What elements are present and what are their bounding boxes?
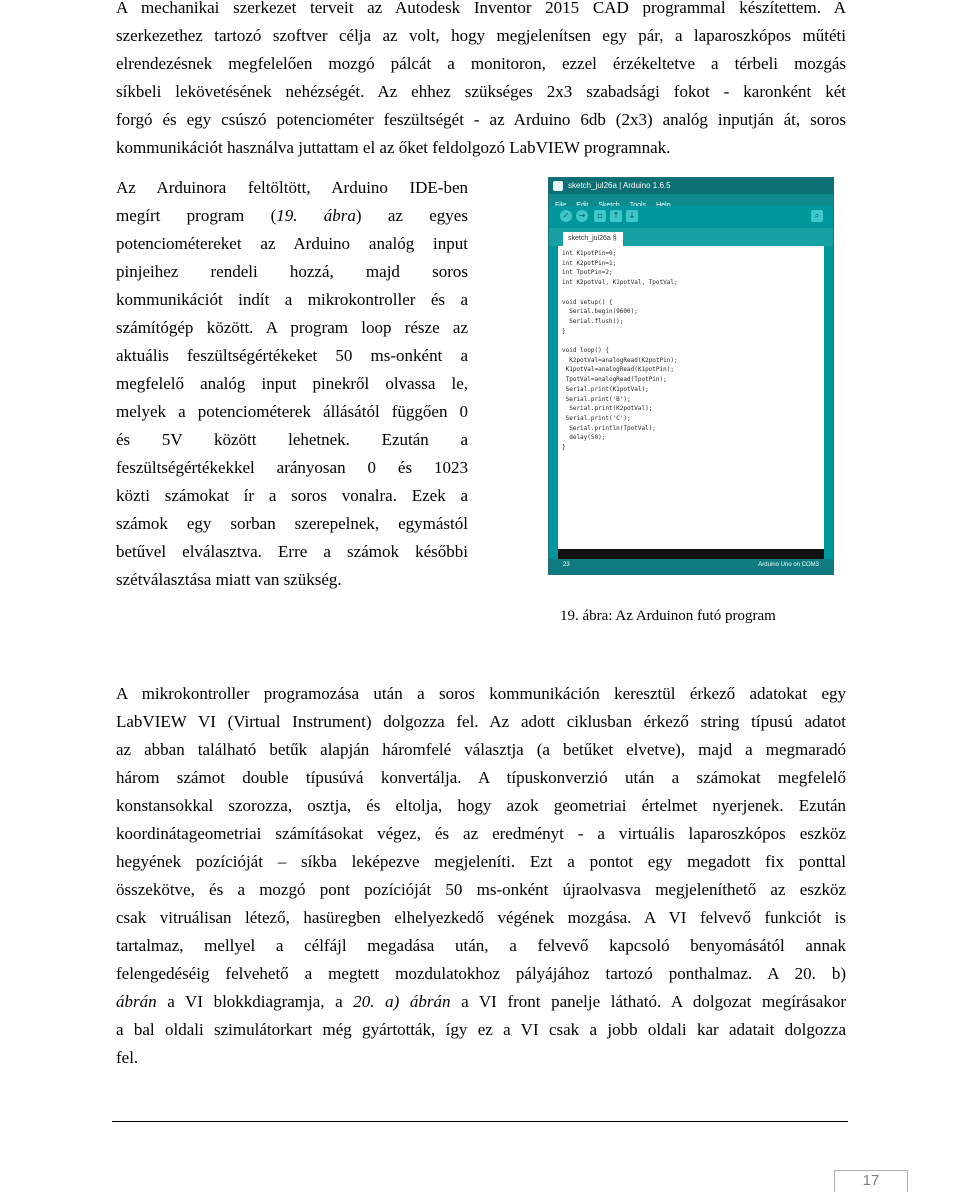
text-line: kommunikációt indít a mikrokontroller és a [116, 290, 468, 309]
text-line: felengedéséig felvehető a megtett mozdulatokhoz pályájához tartozó ponthalmaz. A 20. b) [116, 964, 846, 983]
text-line: síkbeli lekövetésének nehézségét. Az ehhez szükséges 2x3 szabadsági fokot - karonként két [116, 82, 846, 101]
text-line: betűvel elválasztva. Erre a számok későbbi [116, 542, 468, 561]
status-bar [549, 559, 833, 574]
sketch-code: int K1potPin=0; int K2potPin=1; int TpotPin=2; int K2potVal, K1potVal, TpotVal; void setup() { Serial.begin(9600); Serial.flush(); } void loop() { K2potVal=analogRead(K2potPin); K1potVal=analogRead(K1potPin); TpotVal=analogRead(TpotPin); Serial.print(K1potVal); Serial.print('B'); Serial.print(K2potVal); Serial.print('C'); Serial.println(TpotVal); delay(50); } [562, 250, 678, 452]
text-line: elrendezésnek megfelelően mozgó pálcát a monitoron, ezzel érzékeltetve a térbeli mozgás [116, 54, 846, 73]
line-number: 23 [563, 562, 570, 568]
tab-bar [549, 228, 833, 246]
window-titlebar [549, 178, 833, 194]
text-line: pinjeihez rendeli hozzá, majd soros [116, 262, 468, 281]
text-line: az abban található betűk alapján háromfelé választja (a betűket elvetve), majd a megmaradó [116, 740, 846, 759]
text-line: tartalmaz, mellyel a célfájl megadása után, a felvevő kapcsoló benyomásától annak [116, 936, 846, 955]
arduino-ide-screenshot [548, 177, 834, 575]
text-line: csak vitruálisan létező, hasüregben elhelyezkedő végének mozgása. A VI felvevő funkciót is [116, 908, 846, 927]
text-line: A mechanikai szerkezet terveit az Autodesk Inventor 2015 CAD programmal készítettem. A [116, 0, 846, 17]
console-area [558, 549, 824, 559]
text-line: összekötve, és a mozgó pont pozícióját 50 ms-onként újraolvasva megjeleníthető az eszköz [116, 880, 846, 899]
upload-icon[interactable]: → [576, 210, 588, 222]
text-line: A mikrokontroller programozása után a soros kommunikáción keresztül érkező adatokat egy [116, 684, 846, 703]
text-line: feszültségértékekkel arányosan 0 és 1023 [116, 458, 468, 477]
text-segment: a VI blokkdiagramja, a [156, 992, 354, 1011]
footer-rule [112, 1121, 848, 1122]
text-line: szétválasztása miatt van szükség. [116, 570, 342, 589]
figure-caption: 19. ábra: Az Arduinon futó program [560, 608, 776, 624]
text-line [116, 988, 846, 1016]
text-line: melyek a potenciométerek állásától függően 0 [116, 402, 468, 421]
text-line: számok egy sorban szerepelnek, egymástól [116, 514, 468, 533]
figure-reference: 20. a) ábrán [353, 992, 451, 1011]
text-line: a bal oldali szimulátorkart még gyártották, így ez a VI csak a jobb oldali kar adatait dolgozza [116, 1020, 846, 1039]
text-line: megfelelő analóg input pinekről olvassa le, [116, 374, 468, 393]
text-line: forgó és egy csúszó potenciométer feszültségét - az Arduino 6db (2x3) analóg inputján át, soros [116, 110, 846, 129]
text-line: aktuális feszültségértékeket 50 ms-onként a [116, 346, 468, 365]
text-line: számítógép között. A program loop része az [116, 318, 468, 337]
page-number: 17 [862, 1172, 880, 1189]
arduino-paragraph [116, 174, 468, 594]
text-line: közti számokat ír a soros vonalra. Ezek a [116, 486, 468, 505]
text-line: fel. [116, 1048, 139, 1067]
text-line [116, 202, 468, 230]
text-line: koordinátageometriai számításokat végez, és az eredményt - a virtuális laparoszkópos eszköz [116, 824, 846, 843]
text-segment: a VI front panelje látható. A dolgozat megírásakor [450, 992, 846, 1011]
serial-monitor-icon[interactable]: ⌕ [811, 210, 823, 222]
text-line: Az Arduinora feltöltött, Arduino IDE-ben [116, 178, 468, 197]
text-line: három számot double típusúvá konvertálja. A típuskonverzió után a számokat megfelelő [116, 768, 846, 787]
arduino-app-icon [553, 181, 563, 191]
menu-bar [549, 194, 833, 206]
code-editor[interactable] [558, 246, 824, 549]
text-segment: megírt program ( [116, 206, 277, 225]
figure-reference: ábrán [116, 992, 157, 1011]
figure-reference: 19. ábra [276, 206, 356, 225]
text-line: és 5V között lehetnek. Ezután a [116, 430, 468, 449]
text-line: kommunikációt használva juttattam el az őket feldolgozó LabVIEW programnak. [116, 138, 671, 157]
toolbar [549, 206, 833, 228]
text-line: hegyének pozícióját – síkba leképezve megjeleníti. Ezt a pontot egy megadott fix ponttal [116, 852, 846, 871]
text-line: potenciométereket az Arduino analóg input [116, 234, 468, 253]
open-icon[interactable]: ↑ [610, 210, 622, 222]
text-line: szerkezethez tartozó szoftver célja az volt, hogy megjelenítsen egy pár, a laparoszkópos műtéti [116, 26, 846, 45]
intro-paragraph [116, 0, 846, 162]
text-line: LabVIEW VI (Virtual Instrument) dolgozza fel. Az adott ciklusban érkező string típusú adatot [116, 712, 846, 731]
window-title: sketch_jul26a | Arduino 1.6.5 [568, 181, 671, 190]
new-icon[interactable]: ▫ [594, 210, 606, 222]
save-icon[interactable]: ↓ [626, 210, 638, 222]
labview-paragraph [116, 680, 846, 1072]
verify-icon[interactable]: ✓ [560, 210, 572, 222]
text-line: konstansokkal szorozza, osztja, és eltolja, hogy azok geometriai értelmet nyerjenek. Ezután [116, 796, 846, 815]
board-status: Arduino Uno on COM3 [758, 562, 819, 568]
tab-sketch[interactable]: sketch_jul26a § [563, 232, 623, 246]
text-segment: ) az egyes [355, 206, 468, 225]
